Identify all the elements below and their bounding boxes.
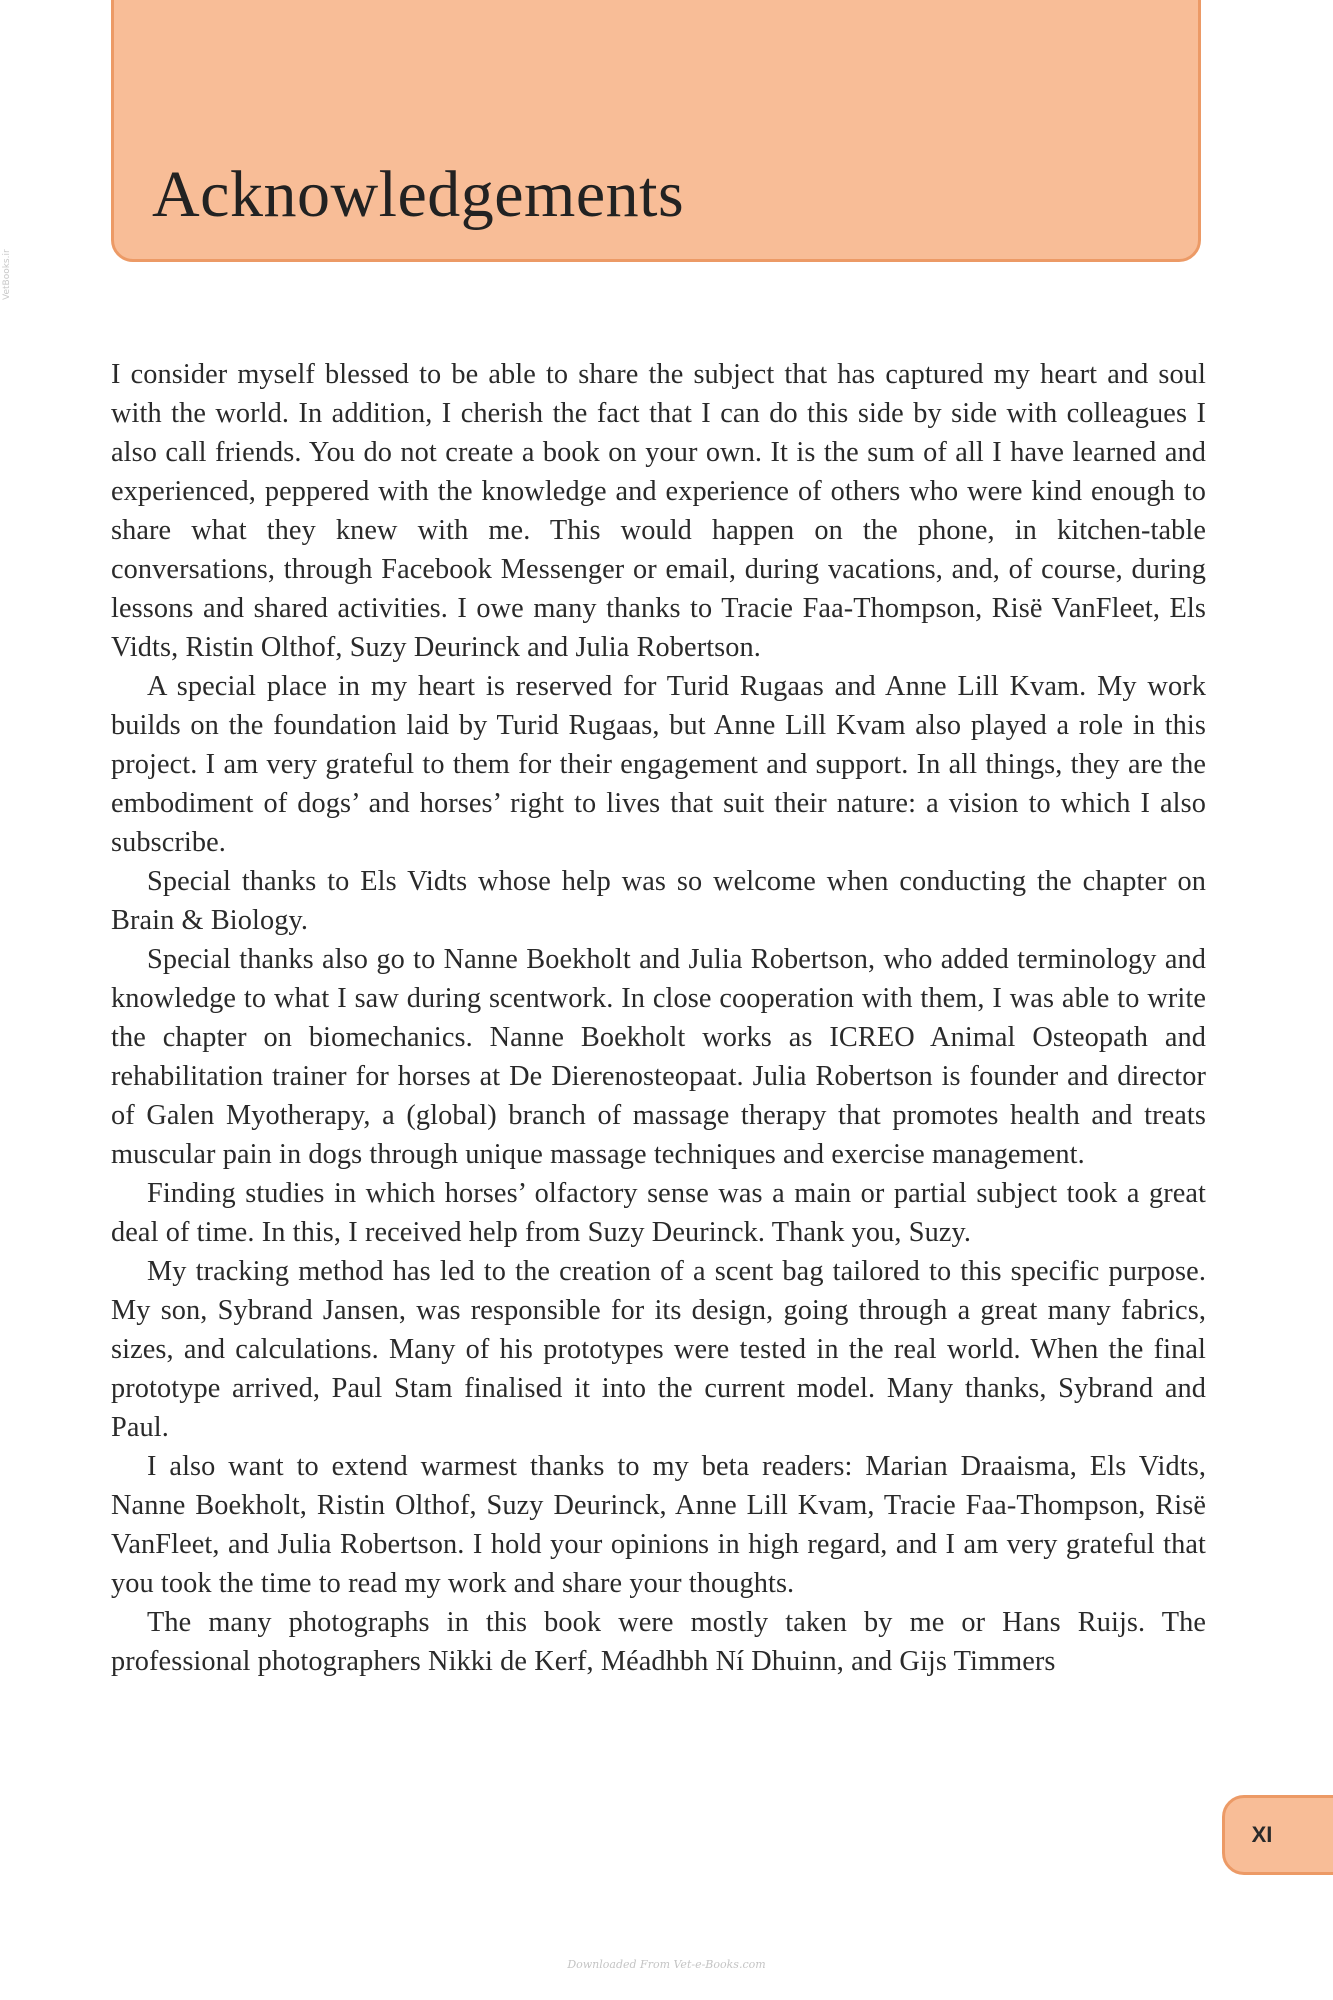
page-number: XI xyxy=(1251,1822,1273,1847)
footer-watermark: Downloaded From Vet-e-Books.com xyxy=(567,1958,766,1971)
chapter-title: Acknowledgements xyxy=(152,158,685,231)
paragraph-1: I consider myself blessed to be able to share the subject that has captured my heart and soul with the world. In addition, I cherish the fact that I can do this side by side with colleagues I also call friends. You do not create a book on your own. It is the sum of all I have learned and experienced, peppered with the knowledge and experience of others who were kind enough to share what they knew with me. This would happen on the phone, in kitchen-table conversations, through Facebook Messenger or email, during vacations, and, of course, during lessons and shared activities. I owe many thanks to Tracie Faa-Thompson, Risë VanFleet, Els Vidts, Ristin Olthof, Suzy Deurinck and Julia Robertson. xyxy=(111,359,1206,663)
paragraph-2: A special place in my heart is reserved for Turid Rugaas and Anne Lill Kvam. My work builds on the foundation laid by Turid Rugaas, but Anne Lill Kvam also played a role in this project. I am very grateful to them for their engagement and support. In all things, they are the embodiment of dogs’ and horses’ right to lives that suit their nature: a vision to which I also subscribe. xyxy=(111,671,1206,858)
paragraph-5: Finding studies in which horses’ olfactory sense was a main or partial subject took a great deal of time. In this, I received help from Suzy Deurinck. Thank you, Suzy. xyxy=(111,1178,1206,1248)
side-watermark: VetBooks.ir xyxy=(2,249,12,300)
body-text xyxy=(111,355,1206,1681)
paragraph-7: I also want to extend warmest thanks to my beta readers: Marian Draaisma, Els Vidts, Nanne Boekholt, Ristin Olthof, Suzy Deurinck, Anne Lill Kvam, Tracie Faa-Thompson, Risë VanFleet, and Julia Robertson. I hold your opinions in high regard, and I am very grateful that you took the time to read my work and share your thoughts. xyxy=(111,1451,1206,1599)
paragraph-6: My tracking method has led to the creation of a scent bag tailored to this specific purpose. My son, Sybrand Jansen, was responsible for its design, going through a great many fabrics, sizes, and calculations. Many of his prototypes were tested in the real world. When the final prototype arrived, Paul Stam finalised it into the current model. Many thanks, Sybrand and Paul. xyxy=(111,1256,1206,1443)
paragraph-8: The many photographs in this book were mostly taken by me or Hans Ruijs. The professional photographers Nikki de Kerf, Méadhbh Ní Dhuinn, and Gijs Timmers xyxy=(111,1607,1206,1677)
paragraph-4: Special thanks also go to Nanne Boekholt and Julia Robertson, who added terminology and knowledge to what I saw during scentwork. In close cooperation with them, I was able to write the chapter on biomechanics. Nanne Boekholt works as ICREO Animal Osteopath and rehabilitation trainer for horses at De Dierenosteopaat. Julia Robertson is founder and director of Galen Myotherapy, a (global) branch of massage therapy that promotes health and treats muscular pain in dogs through unique massage techniques and exercise management. xyxy=(111,944,1206,1170)
paragraph-3: Special thanks to Els Vidts whose help was so welcome when conducting the chapter on Brain & Biology. xyxy=(111,866,1206,936)
